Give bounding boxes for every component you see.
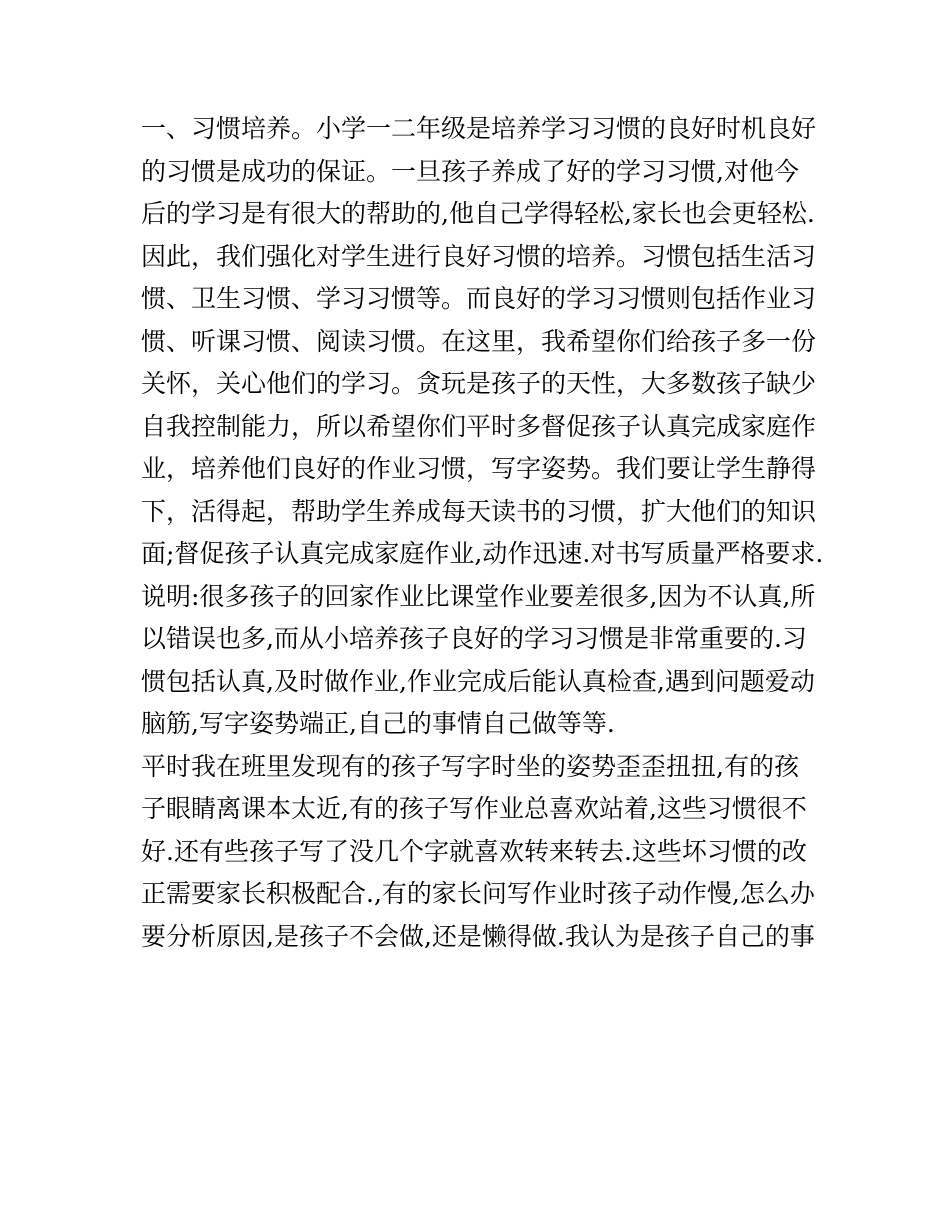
text-line: 说明:很多孩子的回家作业比课堂作业要差很多,因为不认真,所 bbox=[141, 581, 816, 611]
text-line: 惯、听课习惯、阅读习惯。在这里，我希望你们给孩子多一份 bbox=[141, 326, 817, 356]
text-line: 平时我在班里发现有的孩子写字时坐的姿势歪歪扭扭,有的孩 bbox=[141, 751, 799, 781]
text-line: 的习惯是成功的保证。一旦孩子养成了好的学习习惯,对他今 bbox=[141, 156, 799, 186]
text-line: 下，活得起，帮助学生养成每天读书的习惯，扩大他们的知识 bbox=[141, 496, 817, 526]
text-line: 业，培养他们良好的作业习惯，写字姿势。我们要让学生静得 bbox=[141, 454, 817, 483]
text-line: 后的学习是有很大的帮助的,他自己学得轻松,家长也会更轻松. bbox=[141, 199, 815, 228]
text-line: 惯、卫生习惯、学习习惯等。而良好的学习习惯则包括作业习 bbox=[141, 284, 817, 313]
text-line: 要分析原因,是孩子不会做,还是懒得做.我认为是孩子自己的事 bbox=[141, 921, 815, 951]
text-line: 正需要家长积极配合.,有的家长问写作业时孩子动作慢,怎么办 bbox=[141, 879, 815, 908]
text-line: 脑筋,写字姿势端正,自己的事情自己做等等. bbox=[141, 709, 615, 738]
body-text bbox=[141, 108, 841, 958]
text-line: 面;督促孩子认真完成家庭作业,动作迅速.对书写质量严格要求. bbox=[141, 539, 824, 568]
text-line: 自我控制能力，所以希望你们平时多督促孩子认真完成家庭作 bbox=[141, 411, 817, 441]
text-line: 好.还有些孩子写了没几个字就喜欢转来转去.这些坏习惯的改 bbox=[141, 836, 807, 866]
text-line: 子眼睛离课本太近,有的孩子写作业总喜欢站着,这些习惯很不 bbox=[141, 794, 807, 823]
text-line: 一、习惯培养。小学一二年级是培养学习习惯的良好时机良好 bbox=[141, 114, 817, 143]
text-line: 关怀，关心他们的学习。贪玩是孩子的天性，大多数孩子缺少 bbox=[141, 369, 817, 398]
text-line: 惯包括认真,及时做作业,作业完成后能认真检查,遇到问题爱动 bbox=[141, 666, 815, 696]
text-line: 以错误也多,而从小培养孩子良好的学习习惯是非常重要的.习 bbox=[141, 624, 807, 653]
text-line: 因此，我们强化对学生进行良好习惯的培养。习惯包括生活习 bbox=[141, 241, 817, 271]
